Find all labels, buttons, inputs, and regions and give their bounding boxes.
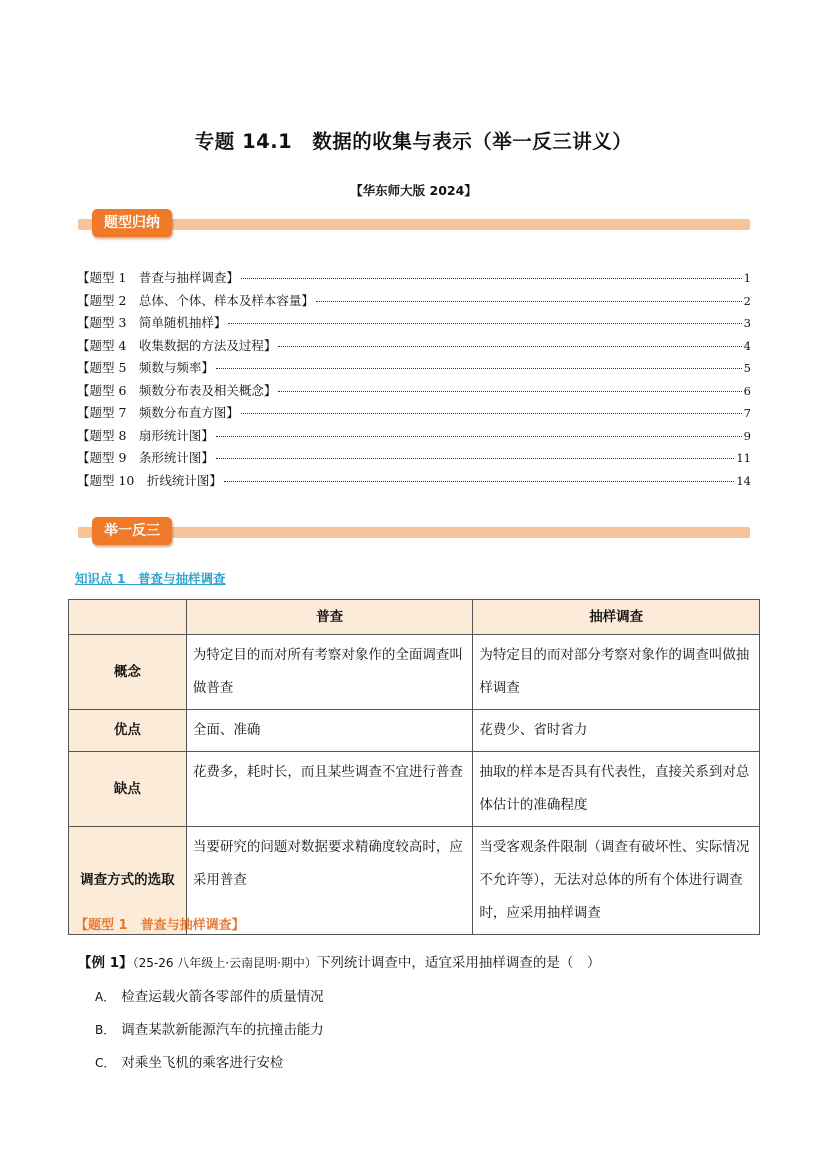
toc-item-2[interactable]: 【题型 2 总体、个体、样本及样本容量】 2: [77, 292, 751, 308]
toc-item-7[interactable]: 【题型 7 频数分布直方图】 7: [77, 405, 751, 420]
table-cell: 花费多，耗时长，而且某些调查不宜进行普查: [186, 752, 473, 827]
toc-item-1[interactable]: 【题型 1 普查与抽样调查】 1: [77, 270, 751, 285]
option-letter: A．: [95, 990, 116, 1004]
table-row: [69, 710, 760, 752]
table-cell: 当要研究的问题对数据要求精确度较高时，应采用普查: [186, 827, 473, 935]
section-banner-toc: [78, 209, 750, 239]
banner-bar: [78, 219, 750, 230]
toc-item-6[interactable]: 【题型 6 频数分布表及相关概念】 6: [77, 382, 751, 398]
toc-item-5[interactable]: 【题型 5 频数与频率】 5: [77, 360, 751, 375]
toc-item-10[interactable]: 【题型 10 折线统计图】 14: [77, 472, 751, 488]
example-text: 下列统计调查中，适宜采用抽样调查的是（ ）: [316, 955, 601, 971]
example-source: （25-26 八年级上·云南昆明·期中）: [132, 956, 317, 970]
question-type-heading: 【题型 1 普查与抽样调查】: [75, 918, 245, 933]
table-cell: 为特定目的而对部分考察对象作的调查叫做抽样调查: [473, 635, 760, 710]
option-text: 对乘坐飞机的乘客进行安检: [121, 1055, 284, 1071]
table-cell: 抽取的样本是否具有代表性，直接关系到对总体估计的准确程度: [473, 752, 760, 827]
option-b[interactable]: [95, 1018, 324, 1038]
toc-item-4[interactable]: 【题型 4 收集数据的方法及过程】 4: [77, 337, 751, 353]
table-row: [69, 635, 760, 710]
table-of-contents: [77, 268, 751, 493]
section-banner-examples: [78, 517, 750, 547]
row-heading: 概念: [69, 635, 187, 710]
table-cell: 花费少、省时省力: [473, 710, 760, 752]
option-text: 检查运载火箭各零部件的质量情况: [121, 989, 324, 1005]
table-header-cell: [69, 600, 187, 635]
table-header-cell: 抽样调查: [473, 600, 760, 635]
table-header-cell: 普查: [186, 600, 473, 635]
row-heading: 缺点: [69, 752, 187, 827]
option-c[interactable]: [95, 1051, 283, 1071]
page-title: 专题 14.1 数据的收集与表示（举一反三讲义）: [194, 130, 633, 153]
option-text: 调查某款新能源汽车的抗撞击能力: [121, 1022, 324, 1038]
table-row: [69, 752, 760, 827]
banner-tag: 举一反三: [92, 517, 172, 545]
toc-item-9[interactable]: 【题型 9 条形统计图】 11: [77, 450, 751, 465]
option-letter: C．: [95, 1056, 116, 1070]
table-cell: 全面、准确: [186, 710, 473, 752]
banner-tag: 题型归纳: [92, 209, 172, 237]
comparison-table: [68, 599, 760, 935]
option-a[interactable]: [95, 985, 324, 1005]
banner-bar: [78, 527, 750, 538]
row-heading: 调查方式的选取: [69, 827, 187, 935]
table-cell: 当受客观条件限制（调查有破坏性、实际情况不允许等），无法对总体的所有个体进行调查时，应采用抽样调查: [473, 827, 760, 935]
knowledge-point-heading[interactable]: 知识点 1 普查与抽样调查: [75, 571, 226, 586]
row-heading: 优点: [69, 710, 187, 752]
table-header-row: [69, 600, 760, 635]
example-label: 【例 1】: [78, 955, 133, 971]
example-question: [78, 951, 600, 971]
toc-item-3[interactable]: 【题型 3 简单随机抽样】 3: [77, 315, 751, 330]
toc-item-8[interactable]: 【题型 8 扇形统计图】 9: [77, 427, 751, 443]
edition-subtitle: 【华东师大版 2024】: [350, 183, 477, 198]
option-letter: B．: [95, 1023, 116, 1037]
table-cell: 为特定目的而对所有考察对象作的全面调查叫做普查: [186, 635, 473, 710]
